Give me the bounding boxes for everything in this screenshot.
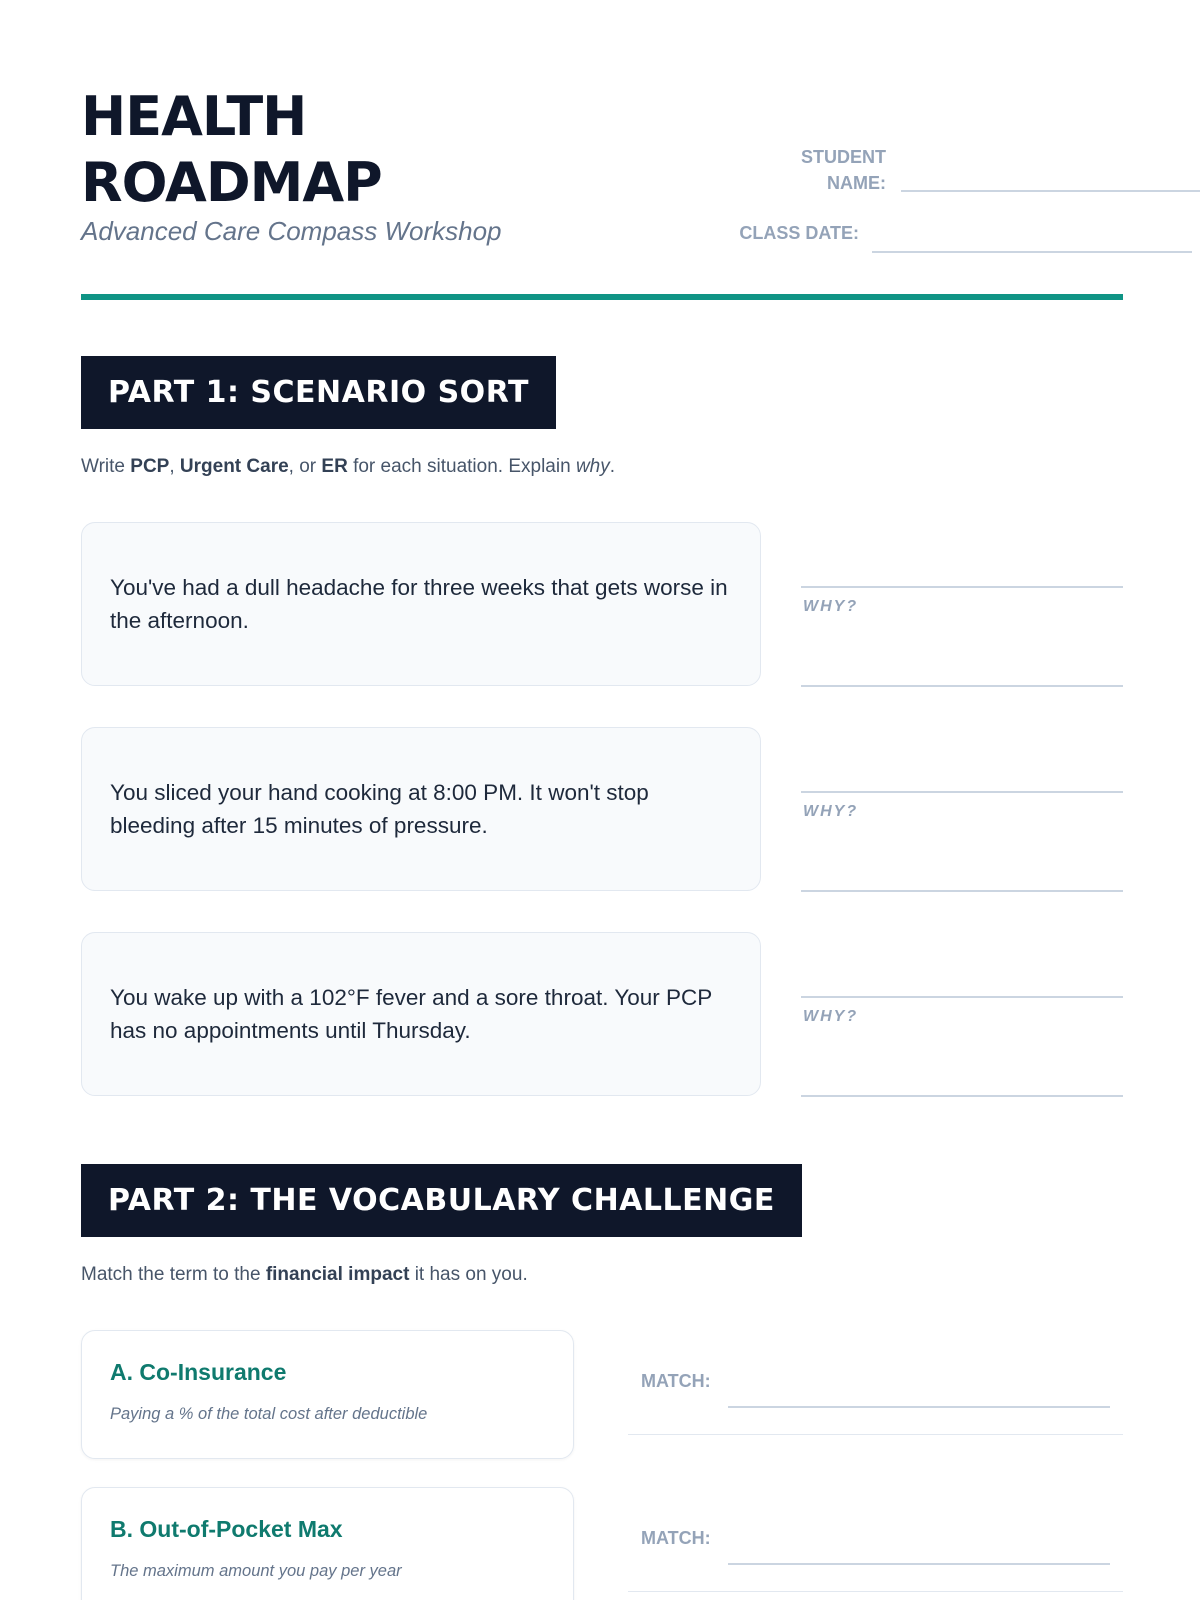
match-divider — [628, 1434, 1123, 1435]
scenario-2-answer-line[interactable] — [801, 791, 1123, 793]
scenario-text: You sliced your hand cooking at 8:00 PM. It won't stop bleeding after 15 minutes of pressure. — [110, 780, 649, 838]
vocab-card-a — [81, 1330, 574, 1459]
scenario-card-2 — [81, 727, 761, 891]
scenario-1-answer-line[interactable] — [801, 586, 1123, 588]
scenario-card-1 — [81, 522, 761, 686]
part1-instructions: Write PCP, Urgent Care, or ER for each situation. Explain why. — [81, 456, 616, 477]
vocab-definition: Paying a % of the total cost after deductible — [110, 1405, 428, 1423]
match-b-answer-line[interactable] — [728, 1563, 1110, 1565]
header-divider — [81, 294, 1123, 300]
vocab-term: A. Co-Insurance — [110, 1359, 287, 1385]
part2-instructions: Match the term to the financial impact it has on you. — [81, 1264, 528, 1285]
student-name-field[interactable] — [901, 190, 1200, 192]
why-label: WHY? — [803, 1008, 859, 1025]
match-label: MATCH: — [641, 1528, 711, 1548]
worksheet-subtitle: Advanced Care Compass Workshop — [81, 216, 502, 246]
scenario-text: You wake up with a 102°F fever and a sore throat. Your PCP has no appointments until Thursday. — [110, 985, 712, 1043]
scenario-1-why-line[interactable] — [801, 685, 1123, 687]
title-line-2: ROADMAP — [81, 151, 382, 214]
class-date-label: CLASS DATE: — [739, 223, 859, 243]
match-label: MATCH: — [641, 1371, 711, 1391]
scenario-text: You've had a dull headache for three weeks that gets worse in the afternoon. — [110, 575, 728, 633]
vocab-card-b — [81, 1487, 574, 1600]
vocab-term: B. Out-of-Pocket Max — [110, 1516, 343, 1542]
student-name-label-line-1: STUDENT — [801, 147, 886, 167]
scenario-3-answer-line[interactable] — [801, 996, 1123, 998]
part1-heading: PART 1: SCENARIO SORT — [81, 356, 556, 429]
scenario-3-why-line[interactable] — [801, 1095, 1123, 1097]
worksheet-page — [81, 0, 1123, 1600]
title-line-1: HEALTH — [81, 85, 307, 148]
why-label: WHY? — [803, 598, 859, 615]
scenario-card-3 — [81, 932, 761, 1096]
match-a-answer-line[interactable] — [728, 1406, 1110, 1408]
worksheet-title — [81, 84, 382, 216]
student-name-label — [681, 144, 886, 196]
scenario-2-why-line[interactable] — [801, 890, 1123, 892]
why-label: WHY? — [803, 803, 859, 820]
vocab-definition: The maximum amount you pay per year — [110, 1562, 402, 1580]
class-date-field[interactable] — [872, 251, 1192, 253]
match-divider — [628, 1591, 1123, 1592]
student-name-label-line-2: NAME: — [827, 173, 886, 193]
part2-heading: PART 2: THE VOCABULARY CHALLENGE — [81, 1164, 802, 1237]
